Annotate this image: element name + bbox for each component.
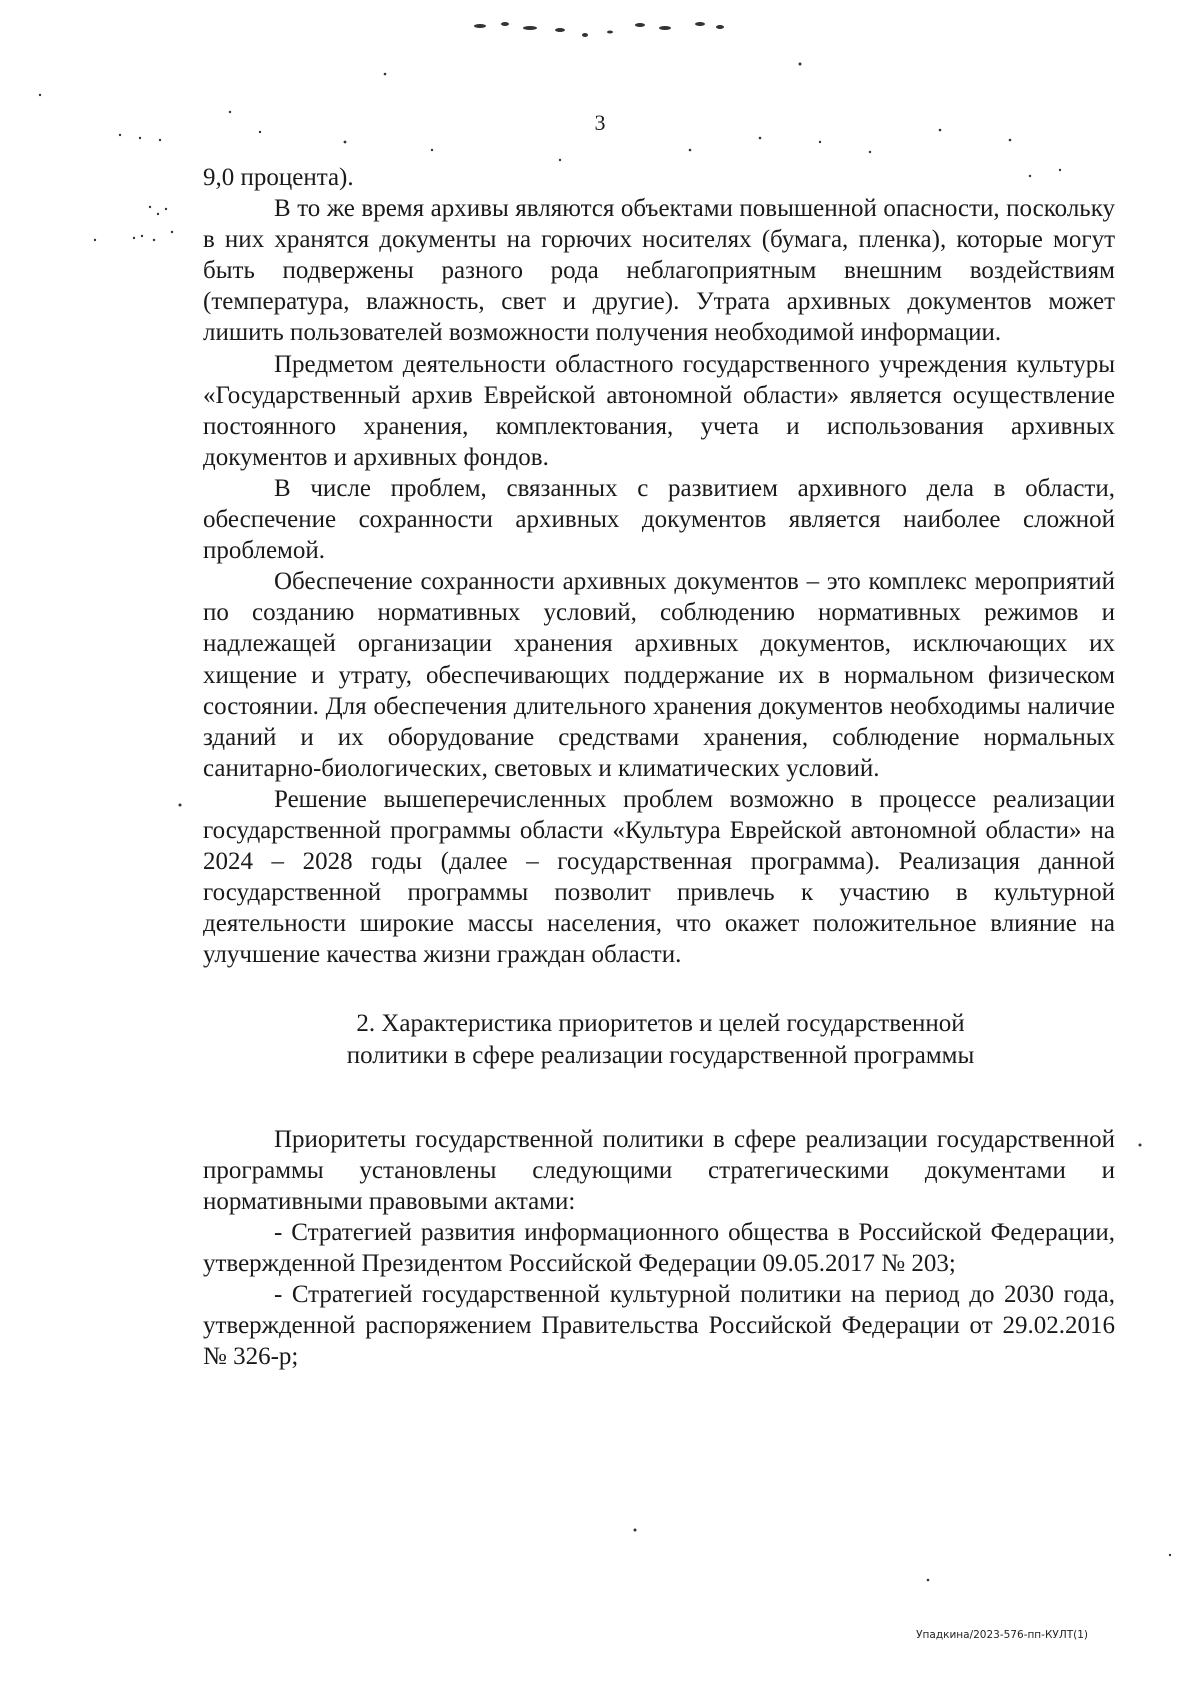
paragraph-problems: В числе проблем, связанных с развитием архивного дела в области, обеспечение сохранности архивных документов является наиболее сложной проблемой. <box>203 474 1115 565</box>
footer-document-code: Упадкина/2023-576-пп-КУЛТ(1) <box>916 1629 1088 1641</box>
section-heading-line-2: политики в сфере реализации государственной программы <box>346 1041 975 1069</box>
document-body <box>203 162 1115 1372</box>
paragraph-subject-activity: Предметом деятельности областного государственного учреждения культуры «Государственный архив Еврейской автономной области» является осуществление постоянного хранения, комплектования, учета и использования архивных документов и архивных фондов. <box>203 350 1115 471</box>
paragraph-priorities: Приоритеты государственной политики в сфере реализации государственной программы установлены следующими стратегическими документами и нормативными правовыми актами: <box>203 1125 1115 1215</box>
paragraph-preservation: Обеспечение сохранности архивных документов – это комплекс мероприятий по созданию нормативных условий, соблюдению нормативных режимов и надлежащей организации хранения архивных документов, исключающих их хищение и утрату, обеспечивающих поддержание их в нормальном физическом состоянии. Для обеспечения длительного хранения документов необходимы наличие зданий и их оборудование средствами хранения, соблюдение нормальных санитарно-биологических, световых и климатических условий. <box>203 568 1115 782</box>
list-item-strategy-culture-policy: - Стратегией государственной культурной политики на период до 2030 года, утвержденной распоряжением Правительства Российской Федерации от 29.02.2016 № 326-р; <box>203 1281 1115 1371</box>
list-item-strategy-info-society: - Стратегией развития информационного общества в Российской Федерации, утвержденной Президентом Российской Федерации 09.05.2017 № 203; <box>203 1218 1115 1277</box>
page-number: 3 <box>594 110 606 135</box>
section-heading <box>203 1008 1115 1070</box>
paragraph-fragment: 9,0 процента). <box>203 164 354 191</box>
paragraph-archive-hazard: В то же время архивы являются объектами повышенной опасности, поскольку в них хранятся документы на горючих носителях (бумага, пленка), которые могут быть подвержены разного рода неблагоприятным внешним воздействиям (температура, влажность, свет и другие). Утрата архивных документов может лишить пользователей возможности получения необходимой информации. <box>203 195 1115 347</box>
section-heading-line-1: 2. Характеристика приоритетов и целей государственной <box>356 1010 965 1038</box>
paragraph-solution: Решение вышеперечисленных проблем возможно в процессе реализации государственной программы области «Культура Еврейской автономной области» на 2024 – 2028 годы (далее – государственная программа). Реализация данной государственной программы позволит привлечь к участию в культурной деятельности широкие массы населения, что окажет положительное влияние на улучшение качества жизни граждан области. <box>203 785 1115 969</box>
